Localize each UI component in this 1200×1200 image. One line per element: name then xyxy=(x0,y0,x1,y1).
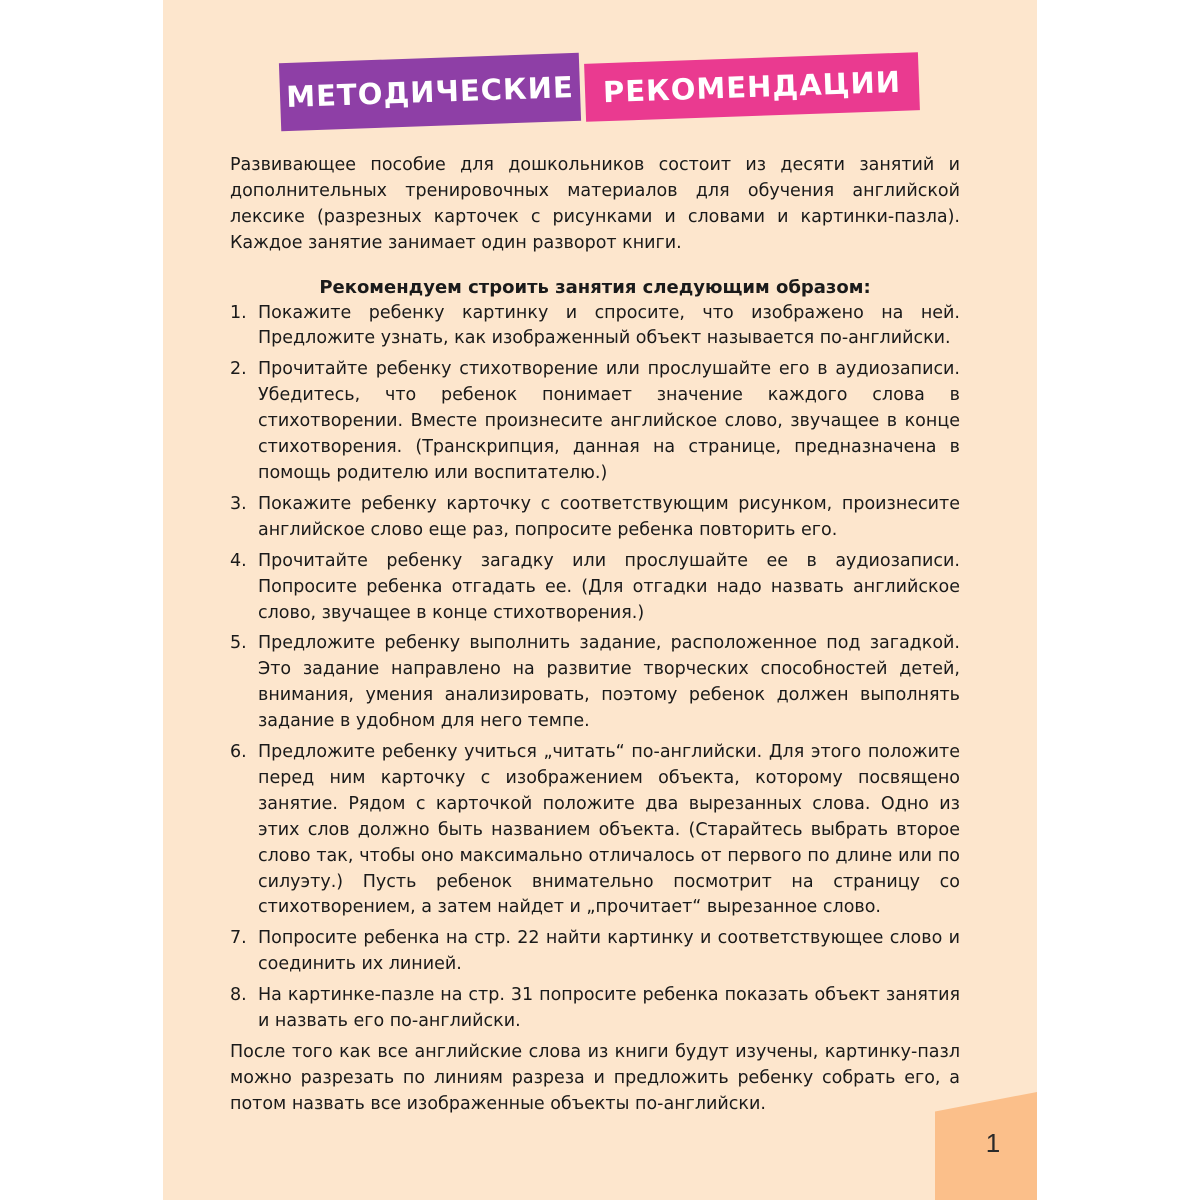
list-item xyxy=(230,301,960,353)
title-part2: РЕКОМЕНДАЦИИ xyxy=(602,64,902,110)
list-item xyxy=(230,357,960,487)
intro-paragraph: Развивающее пособие для дошкольников состоит из десяти занятий и дополнительных тренировочных материалов для обучения английской лексике (разрезных карточек с рисунками и словами и картинки-пазла). Каждое занятие занимает один разворот книги. xyxy=(230,155,960,253)
list-item xyxy=(230,740,960,921)
list-item xyxy=(230,983,960,1035)
step-number: 2. xyxy=(230,359,247,380)
title-part1: МЕТОДИЧЕСКИЕ xyxy=(285,69,575,115)
title-banner-pink xyxy=(584,52,920,122)
step-text: Прочитайте ребенку стихотворение или прослушайте его в аудиозаписи. Убедитесь, что ребенок понимает значение каждого слова в стихотворении. Вместе произнесите английское слово, звучащее в конце стихотворения. (Транскрипция, данная на странице, предназначена в помощь родителю или воспитателю.) xyxy=(258,359,960,483)
page-number: 1 xyxy=(985,1128,1001,1158)
closing-paragraph: После того как все английские слова из книги будут изучены, картинку-пазл можно разрезать по линиям разреза и предложить ребенку собрать его, а потом назвать все изображенные объекты по-английски. xyxy=(230,1042,960,1114)
step-text: На картинке-пазле на стр. 31 попросите ребенка показать объект занятия и назвать его по-английски. xyxy=(258,985,960,1032)
step-text: Попросите ребенка на стр. 22 найти картинку и соответствующее слово и соединить их линией. xyxy=(258,928,960,975)
steps-list xyxy=(230,301,960,1035)
step-text: Покажите ребенку карточку с соответствующим рисунком, произнесите английское слово еще раз, попросите ребенка повторить его. xyxy=(258,493,960,540)
step-text: Прочитайте ребенку загадку или прослушайте ее в аудиозаписи. Попросите ребенка отгадать ее. (Для отгадки надо назвать английское слово, звучащее в конце стихотворения.) xyxy=(258,550,960,623)
step-number: 8. xyxy=(230,985,247,1006)
title-banner-purple xyxy=(279,53,581,131)
list-item xyxy=(230,549,960,627)
step-number: 7. xyxy=(230,928,247,949)
step-text: Предложите ребенку выполнить задание, расположенное под загадкой. Это задание направлено на развитие творческих способностей детей, внимания, умения анализировать, поэтому ребенок должен выполнять задание в удобном для него темпе. xyxy=(258,633,960,732)
step-number: 6. xyxy=(230,742,247,763)
step-number: 1. xyxy=(230,302,247,323)
step-number: 4. xyxy=(230,550,247,571)
list-item xyxy=(230,631,960,735)
step-text: Покажите ребенку картинку и спросите, что изображено на ней. Предложите узнать, как изображенный объект называется по-английски. xyxy=(258,302,960,349)
steps-heading: Рекомендуем строить занятия следующим образом: xyxy=(319,276,871,298)
list-item xyxy=(230,926,960,978)
list-item xyxy=(230,492,960,544)
step-text: Предложите ребенку учиться „читать“ по-английски. Для этого положите перед ним карточку с изображением объекта, которому посвящено занятие. Рядом с карточкой положите два вырезанных слова. Одно из этих слов должно быть названием объекта. (Старайтесь выбрать второе слово так, чтобы оно максимально отличалось от первого по длине или по силуэту.) Пусть ребенок внимательно посмотрит на страницу со стихотворением, а затем найдет и „прочитает“ вырезанное слово. xyxy=(258,742,960,918)
step-number: 3. xyxy=(230,493,247,514)
step-number: 5. xyxy=(230,633,247,654)
page-content xyxy=(230,153,960,1118)
